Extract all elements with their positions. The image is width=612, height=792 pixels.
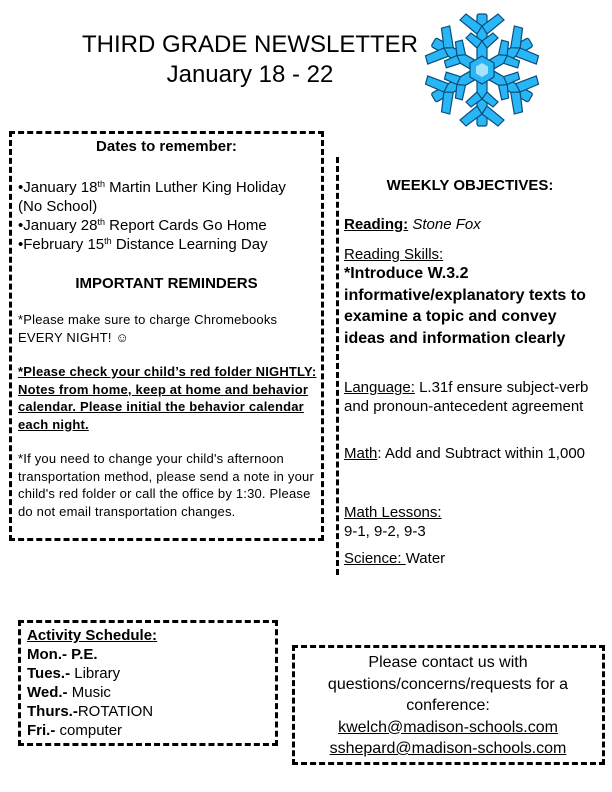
math-lessons-value: 9-1, 9-2, 9-3 — [344, 523, 426, 540]
math-line — [344, 444, 589, 463]
language-line — [344, 378, 589, 416]
science-line — [344, 549, 589, 568]
reading-line — [344, 215, 594, 234]
date-item: •January 18th Martin Luther King Holiday — [18, 179, 286, 196]
activity-item: Fri.- computer — [27, 722, 123, 739]
reading-skills-label: Reading Skills: — [344, 246, 444, 263]
reminder-transportation: *If you need to change your child's afternoon transportation method, please send a note in your child's red folder or call the office by 1:30. Please do not email transportation changes. — [18, 451, 314, 519]
title-line-2: January 18 - 22 — [166, 61, 334, 88]
reminders-heading: IMPORTANT REMINDERS — [75, 275, 258, 292]
date-item: •February 15th Distance Learning Day — [18, 236, 268, 253]
math-label: Math — [344, 445, 378, 462]
snowflake-icon — [412, 10, 552, 130]
email-link-sshepard[interactable]: sshepard@madison-schools.com — [329, 740, 567, 757]
language-label: Language: — [344, 379, 415, 396]
math-lessons — [344, 503, 589, 541]
dates-heading: Dates to remember: — [96, 138, 237, 155]
activity-heading: Activity Schedule: — [27, 627, 158, 644]
date-item: (No School) — [18, 198, 98, 215]
title-line-1: THIRD GRADE NEWSLETTER — [81, 31, 419, 58]
activity-schedule — [27, 626, 272, 740]
activity-item: Tues.- Library — [27, 665, 121, 682]
science-label: Science: — [344, 550, 406, 567]
reading-label: Reading: — [344, 216, 409, 233]
objectives-heading: WEEKLY OBJECTIVES: — [386, 177, 554, 194]
activity-item: Mon.- P.E. — [27, 646, 98, 663]
contact-message: Please contact us with questions/concerns/requests for a conference: — [327, 654, 569, 714]
dates-list — [18, 178, 318, 254]
reading-value: Stone Fox — [408, 216, 481, 233]
reminder-red-folder: *Please check your child’s red folder NIGHTLY: Notes from home, keep at home and behavior calendar. Please initial the behavior calendar each night. — [18, 364, 317, 432]
contact-section — [298, 652, 598, 760]
language-value: L.31f ensure subject-verb and pronoun-antecedent agreement — [344, 379, 589, 415]
math-lessons-label: Math Lessons: — [344, 504, 442, 521]
reading-skills-value: *Introduce W.3.2 informative/explanatory texts to examine a topic and convey ideas and information clearly — [344, 265, 586, 347]
science-value: Water — [405, 550, 446, 567]
newsletter-title — [40, 30, 460, 90]
reminder-chromebooks: *Please make sure to charge Chromebooks EVERY NIGHT! ☺ — [18, 312, 278, 345]
math-value: : Add and Subtract within 1,000 — [377, 445, 586, 462]
activity-item: Wed.- Music — [27, 684, 111, 701]
date-item: •January 28th Report Cards Go Home — [18, 217, 267, 234]
activity-item: Thurs.-ROTATION — [27, 703, 154, 720]
email-link-kwelch[interactable]: kwelch@madison-schools.com — [338, 718, 558, 736]
